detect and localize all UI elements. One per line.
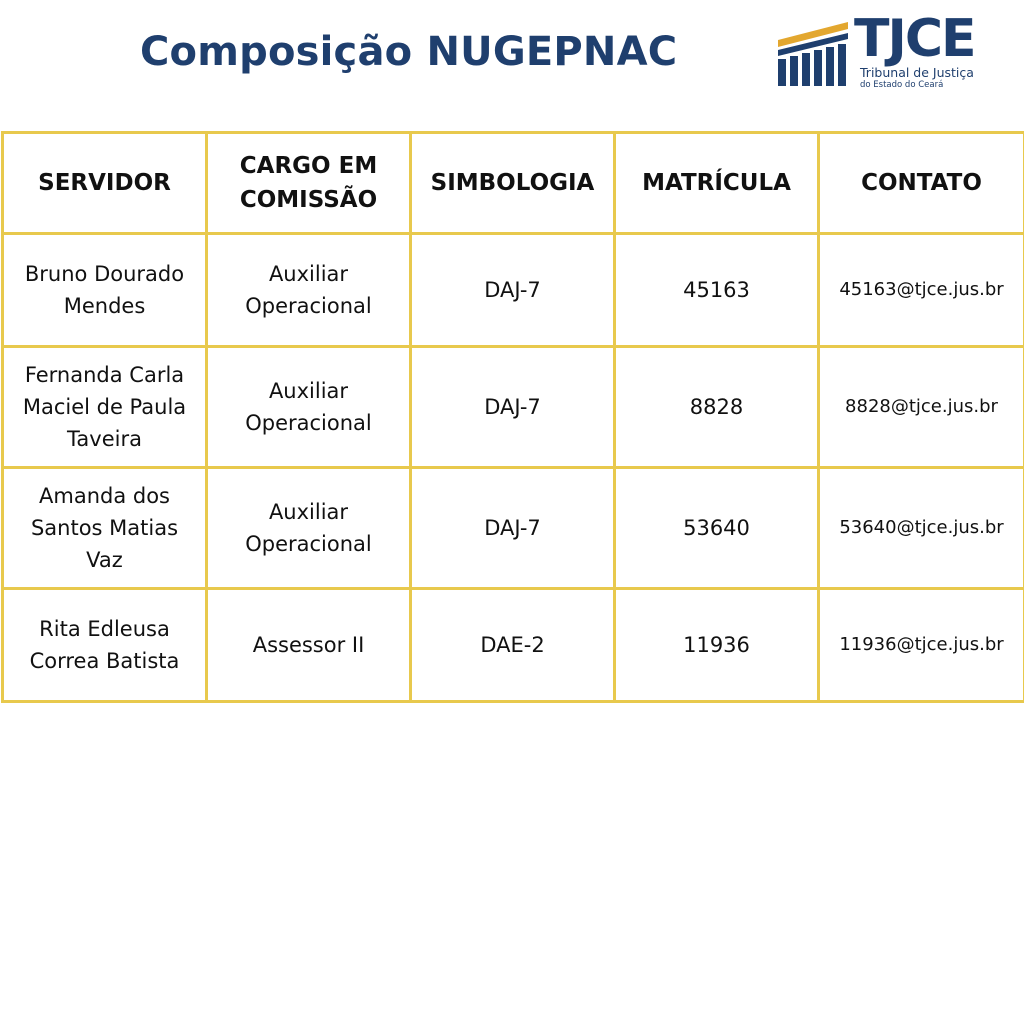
cell-matricula: 8828	[615, 347, 819, 468]
cell-cargo: Auxiliar Operacional	[207, 234, 411, 347]
cell-simbologia: DAJ-7	[411, 234, 615, 347]
cell-simbologia: DAJ-7	[411, 468, 615, 589]
cell-matricula: 53640	[615, 468, 819, 589]
logo-wordmark: TJCE	[854, 9, 975, 69]
table-row	[3, 234, 1024, 347]
column-header-servidor: SERVIDOR	[3, 133, 207, 234]
cell-servidor: Bruno Dourado Mendes	[3, 234, 207, 347]
tjce-logo	[776, 9, 986, 90]
staff-table	[1, 131, 1024, 703]
cell-servidor: Fernanda Carla Maciel de Paula Taveira	[3, 347, 207, 468]
table-row	[3, 468, 1024, 589]
cell-contato: 11936@tjce.jus.br	[819, 589, 1024, 702]
cell-servidor: Rita Edleusa Correa Batista	[3, 589, 207, 702]
logo-subtitle-line1: Tribunal de Justiça	[860, 65, 974, 80]
cell-contato: 8828@tjce.jus.br	[819, 347, 1024, 468]
table-header-row	[3, 133, 1024, 234]
cell-contato: 53640@tjce.jus.br	[819, 468, 1024, 589]
page-title: Composição NUGEPNAC	[140, 29, 678, 75]
table-row	[3, 589, 1024, 702]
cell-matricula: 11936	[615, 589, 819, 702]
logo-subtitle-line2: do Estado do Ceará	[860, 80, 944, 90]
cell-matricula: 45163	[615, 234, 819, 347]
column-header-contato: CONTATO	[819, 133, 1024, 234]
cell-simbologia: DAE-2	[411, 589, 615, 702]
cell-servidor: Amanda dos Santos Matias Vaz	[3, 468, 207, 589]
column-header-cargo: CARGO EM COMISSÃO	[207, 133, 411, 234]
cell-cargo: Assessor II	[207, 589, 411, 702]
cell-cargo: Auxiliar Operacional	[207, 347, 411, 468]
cell-simbologia: DAJ-7	[411, 347, 615, 468]
cell-cargo: Auxiliar Operacional	[207, 468, 411, 589]
column-header-simbologia: SIMBOLOGIA	[411, 133, 615, 234]
courthouse-columns-icon	[776, 18, 850, 86]
cell-contato: 45163@tjce.jus.br	[819, 234, 1024, 347]
table-row	[3, 347, 1024, 468]
column-header-matricula: MATRÍCULA	[615, 133, 819, 234]
